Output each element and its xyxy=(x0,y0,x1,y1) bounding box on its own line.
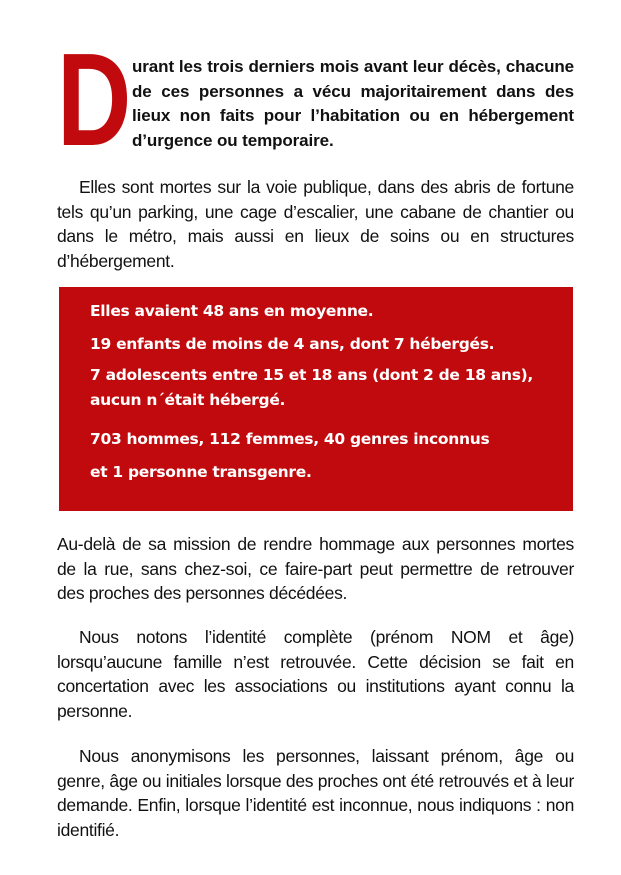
paragraph-places-of-death: Elles sont mortes sur la voie publique, dans des abris de fortune tels qu’un parking, une cage d’escalier, une cabane de chantier ou dans le métro, mais aussi en lieux de soins ou en structures d’hébergement. xyxy=(57,177,574,271)
intro-text: urant les trois derniers mois avant leur décès, chacune de ces personnes a vécu majoritairement dans des lieux non faits pour l’habitation ou en hébergement d’urgence ou temporaire. xyxy=(132,57,574,150)
intro-section xyxy=(57,26,574,173)
drop-cap: D xyxy=(57,26,129,173)
stat-adolescents: 7 adolescents entre 15 et 18 ans (dont 2 de 18 ans), xyxy=(90,366,533,384)
stat-gender: 703 hommes, 112 femmes, 40 genres inconnus xyxy=(90,430,490,448)
paragraph-full-identity: Nous notons l’identité complète (prénom NOM et âge) lorsqu’aucune famille n’est retrouvée. Cette décision se fait en concertation avec les associations ou institutions ayant connu la personne. xyxy=(57,627,574,721)
paragraph-anonymization: Nous anonymisons les personnes, laissant prénom, âge ou genre, âge ou initiales lorsque des proches ont été retrouvés et à leur demande. Enfin, lorsque l’identité est inconnue, nous indiquons : non identifié. xyxy=(57,746,574,840)
stat-children: 19 enfants de moins de 4 ans, dont 7 hébergés. xyxy=(90,335,495,353)
stat-gender-continued: et 1 personne transgenre. xyxy=(90,463,312,481)
statistics-box xyxy=(59,287,573,511)
paragraph-mission: Au-delà de sa mission de rendre hommage aux personnes mortes de la rue, sans chez-soi, ce faire-part peut permettre de retrouver des proches des personnes décédées. xyxy=(57,534,574,603)
stat-average-age: Elles avaient 48 ans en moyenne. xyxy=(90,302,374,320)
stat-adolescents-continued: aucun n´était hébergé. xyxy=(90,391,286,409)
